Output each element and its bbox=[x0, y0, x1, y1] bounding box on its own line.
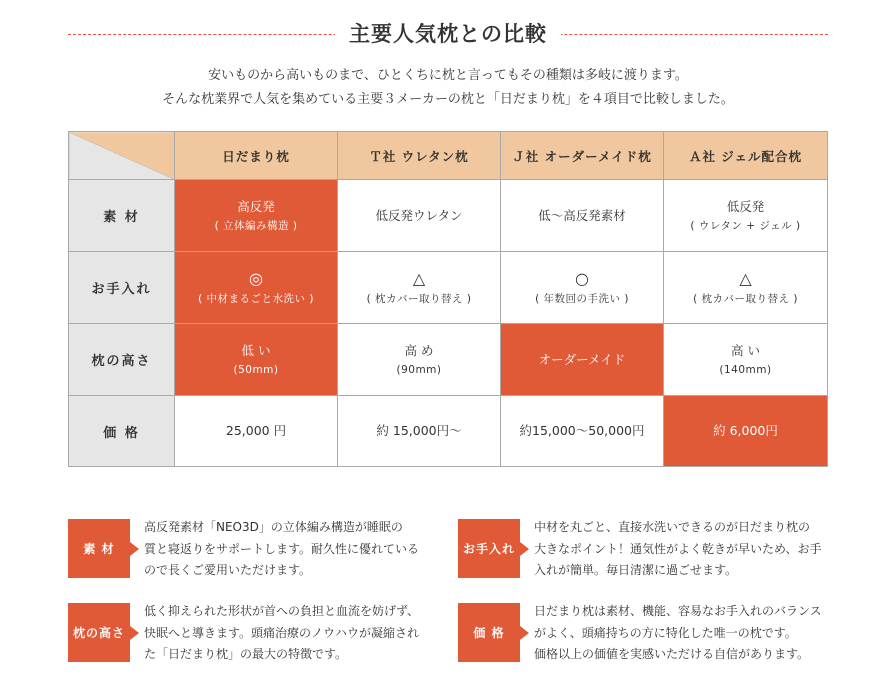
cell-sub-text: (90mm) bbox=[396, 363, 442, 376]
table-header-row bbox=[69, 132, 828, 180]
cell-main-text: 約15,000～50,000円 bbox=[519, 423, 645, 438]
note-line: ので長くご愛用いただけます。 bbox=[144, 563, 312, 577]
triangle-icon: △ bbox=[739, 268, 752, 288]
cell-sub-text: ( 立体編み構造 ) bbox=[214, 219, 298, 232]
column-header-a-company: Ａ社 ジェル配合枕 bbox=[664, 132, 828, 180]
cell-price-j-company bbox=[501, 396, 664, 467]
intro-text bbox=[68, 64, 828, 112]
cell-price-t-company bbox=[338, 396, 501, 467]
cell-price-a-company bbox=[664, 396, 828, 467]
cell-main-text: 約 6,000円 bbox=[713, 423, 778, 438]
cell-sub-text: ( 中材まるごと水洗い ) bbox=[198, 292, 314, 305]
double-circle-icon: ◎ bbox=[249, 268, 263, 288]
cell-main-text: 25,000 円 bbox=[225, 423, 287, 438]
note-line: がよく、頭痛持ちの方に特化した唯一の枕です。 bbox=[534, 625, 797, 640]
note-line: 質と寝返りをサポートします。耐久性に優れている bbox=[144, 541, 420, 556]
cell-main-text: 高 め bbox=[404, 342, 434, 358]
note-text-material bbox=[144, 517, 436, 582]
note-line: 快眠へと導きます。頭痛治療のノウハウが凝縮され bbox=[144, 625, 420, 640]
intro-line-2: そんな枕業界で人気を集めている主要３メーカーの枕と「日だまり枕」を４項目で比較しました。 bbox=[162, 92, 734, 107]
cell-care-t-company bbox=[338, 252, 501, 324]
note-tag-price: 価 格 bbox=[458, 603, 520, 662]
cell-main-text: 高 い bbox=[731, 342, 760, 358]
cell-material-a-company bbox=[664, 180, 828, 252]
note-tag-care: お手入れ bbox=[458, 519, 520, 578]
cell-main-text: オーダーメイド bbox=[538, 351, 626, 367]
table-row-price bbox=[69, 396, 828, 467]
row-header-material: 素 材 bbox=[69, 180, 175, 252]
row-header-care: お手入れ bbox=[69, 252, 175, 324]
cell-sub-text: (140mm) bbox=[719, 363, 772, 376]
note-line: 大きなポイント！通気性がよく乾きが早いため、お手 bbox=[534, 541, 822, 556]
cell-main-text: 高反発 bbox=[237, 198, 275, 214]
cell-price-hidamari bbox=[175, 396, 338, 467]
cell-main-text: 低 い bbox=[241, 342, 271, 358]
note-tag-material: 素 材 bbox=[68, 519, 130, 578]
note-tag-height: 枕の高さ bbox=[68, 603, 130, 662]
cell-main-text: 約 15,000円～ bbox=[376, 423, 462, 438]
table-row-material bbox=[69, 180, 828, 252]
cell-sub-text: ( ウレタン + ジェル ) bbox=[690, 219, 801, 232]
cell-sub-text: (50mm) bbox=[233, 363, 279, 376]
row-header-price: 価 格 bbox=[69, 396, 175, 467]
cell-sub-text: ( 枕カバー取り替え ) bbox=[693, 292, 798, 305]
note-price bbox=[458, 601, 828, 667]
cell-height-hidamari bbox=[175, 324, 338, 396]
cell-material-t-company bbox=[338, 180, 501, 252]
table-row-care bbox=[69, 252, 828, 324]
note-material bbox=[68, 517, 438, 583]
cell-height-a-company bbox=[664, 324, 828, 396]
cell-sub-text: ( 枕カバー取り替え ) bbox=[366, 292, 472, 305]
column-header-hidamari: 日だまり枕 bbox=[175, 132, 338, 180]
note-line: 日だまり枕は素材、機能、容易なお手入れのバランス bbox=[534, 604, 822, 618]
note-text-price bbox=[534, 601, 826, 666]
circle-icon: ○ bbox=[575, 268, 589, 288]
note-line: 中材を丸ごと、直接水洗いできるのが日だまり枕の bbox=[534, 520, 811, 534]
cell-care-j-company bbox=[501, 252, 664, 324]
comparison-table bbox=[68, 131, 828, 467]
cell-care-a-company bbox=[664, 252, 828, 324]
column-header-t-company: Ｔ社 ウレタン枕 bbox=[338, 132, 501, 180]
intro-line-1: 安いものから高いものまで、ひとくちに枕と言ってもその種類は多岐に渡ります。 bbox=[208, 68, 688, 83]
cell-sub-text: ( 年数回の手洗い ) bbox=[535, 292, 629, 305]
cell-care-hidamari bbox=[175, 252, 338, 324]
note-line: 低く抑えられた形状が首への負担と血流を妨げず、 bbox=[144, 604, 420, 618]
note-line: 価格以上の価値を実感いただける自信があります。 bbox=[534, 647, 810, 661]
note-care bbox=[458, 517, 828, 583]
row-header-height: 枕の高さ bbox=[69, 324, 175, 396]
cell-material-j-company bbox=[501, 180, 664, 252]
table-corner-cell bbox=[69, 132, 175, 180]
triangle-icon: △ bbox=[412, 268, 426, 288]
page-title: 主要人気枕との比較 bbox=[335, 18, 561, 50]
section-title bbox=[68, 18, 828, 50]
note-height bbox=[68, 601, 438, 667]
cell-height-j-company bbox=[501, 324, 664, 396]
cell-main-text: 低反発ウレタン bbox=[375, 207, 463, 223]
note-line: 入れが簡単。毎日清潔に過ごせます。 bbox=[534, 563, 738, 577]
note-text-height bbox=[144, 601, 436, 666]
column-header-j-company: Ｊ社 オーダーメイド枕 bbox=[501, 132, 664, 180]
cell-height-t-company bbox=[338, 324, 501, 396]
note-line: た「日だまり枕」の最大の特徴です。 bbox=[144, 647, 348, 661]
cell-material-hidamari bbox=[175, 180, 338, 252]
cell-main-text: 低反発 bbox=[726, 198, 765, 214]
cell-main-text: 低～高反発素材 bbox=[538, 207, 626, 223]
note-line: 高反発素材「NEO3D」の立体編み構造が睡眠の bbox=[144, 520, 403, 534]
note-text-care bbox=[534, 517, 826, 582]
table-row-height bbox=[69, 324, 828, 396]
